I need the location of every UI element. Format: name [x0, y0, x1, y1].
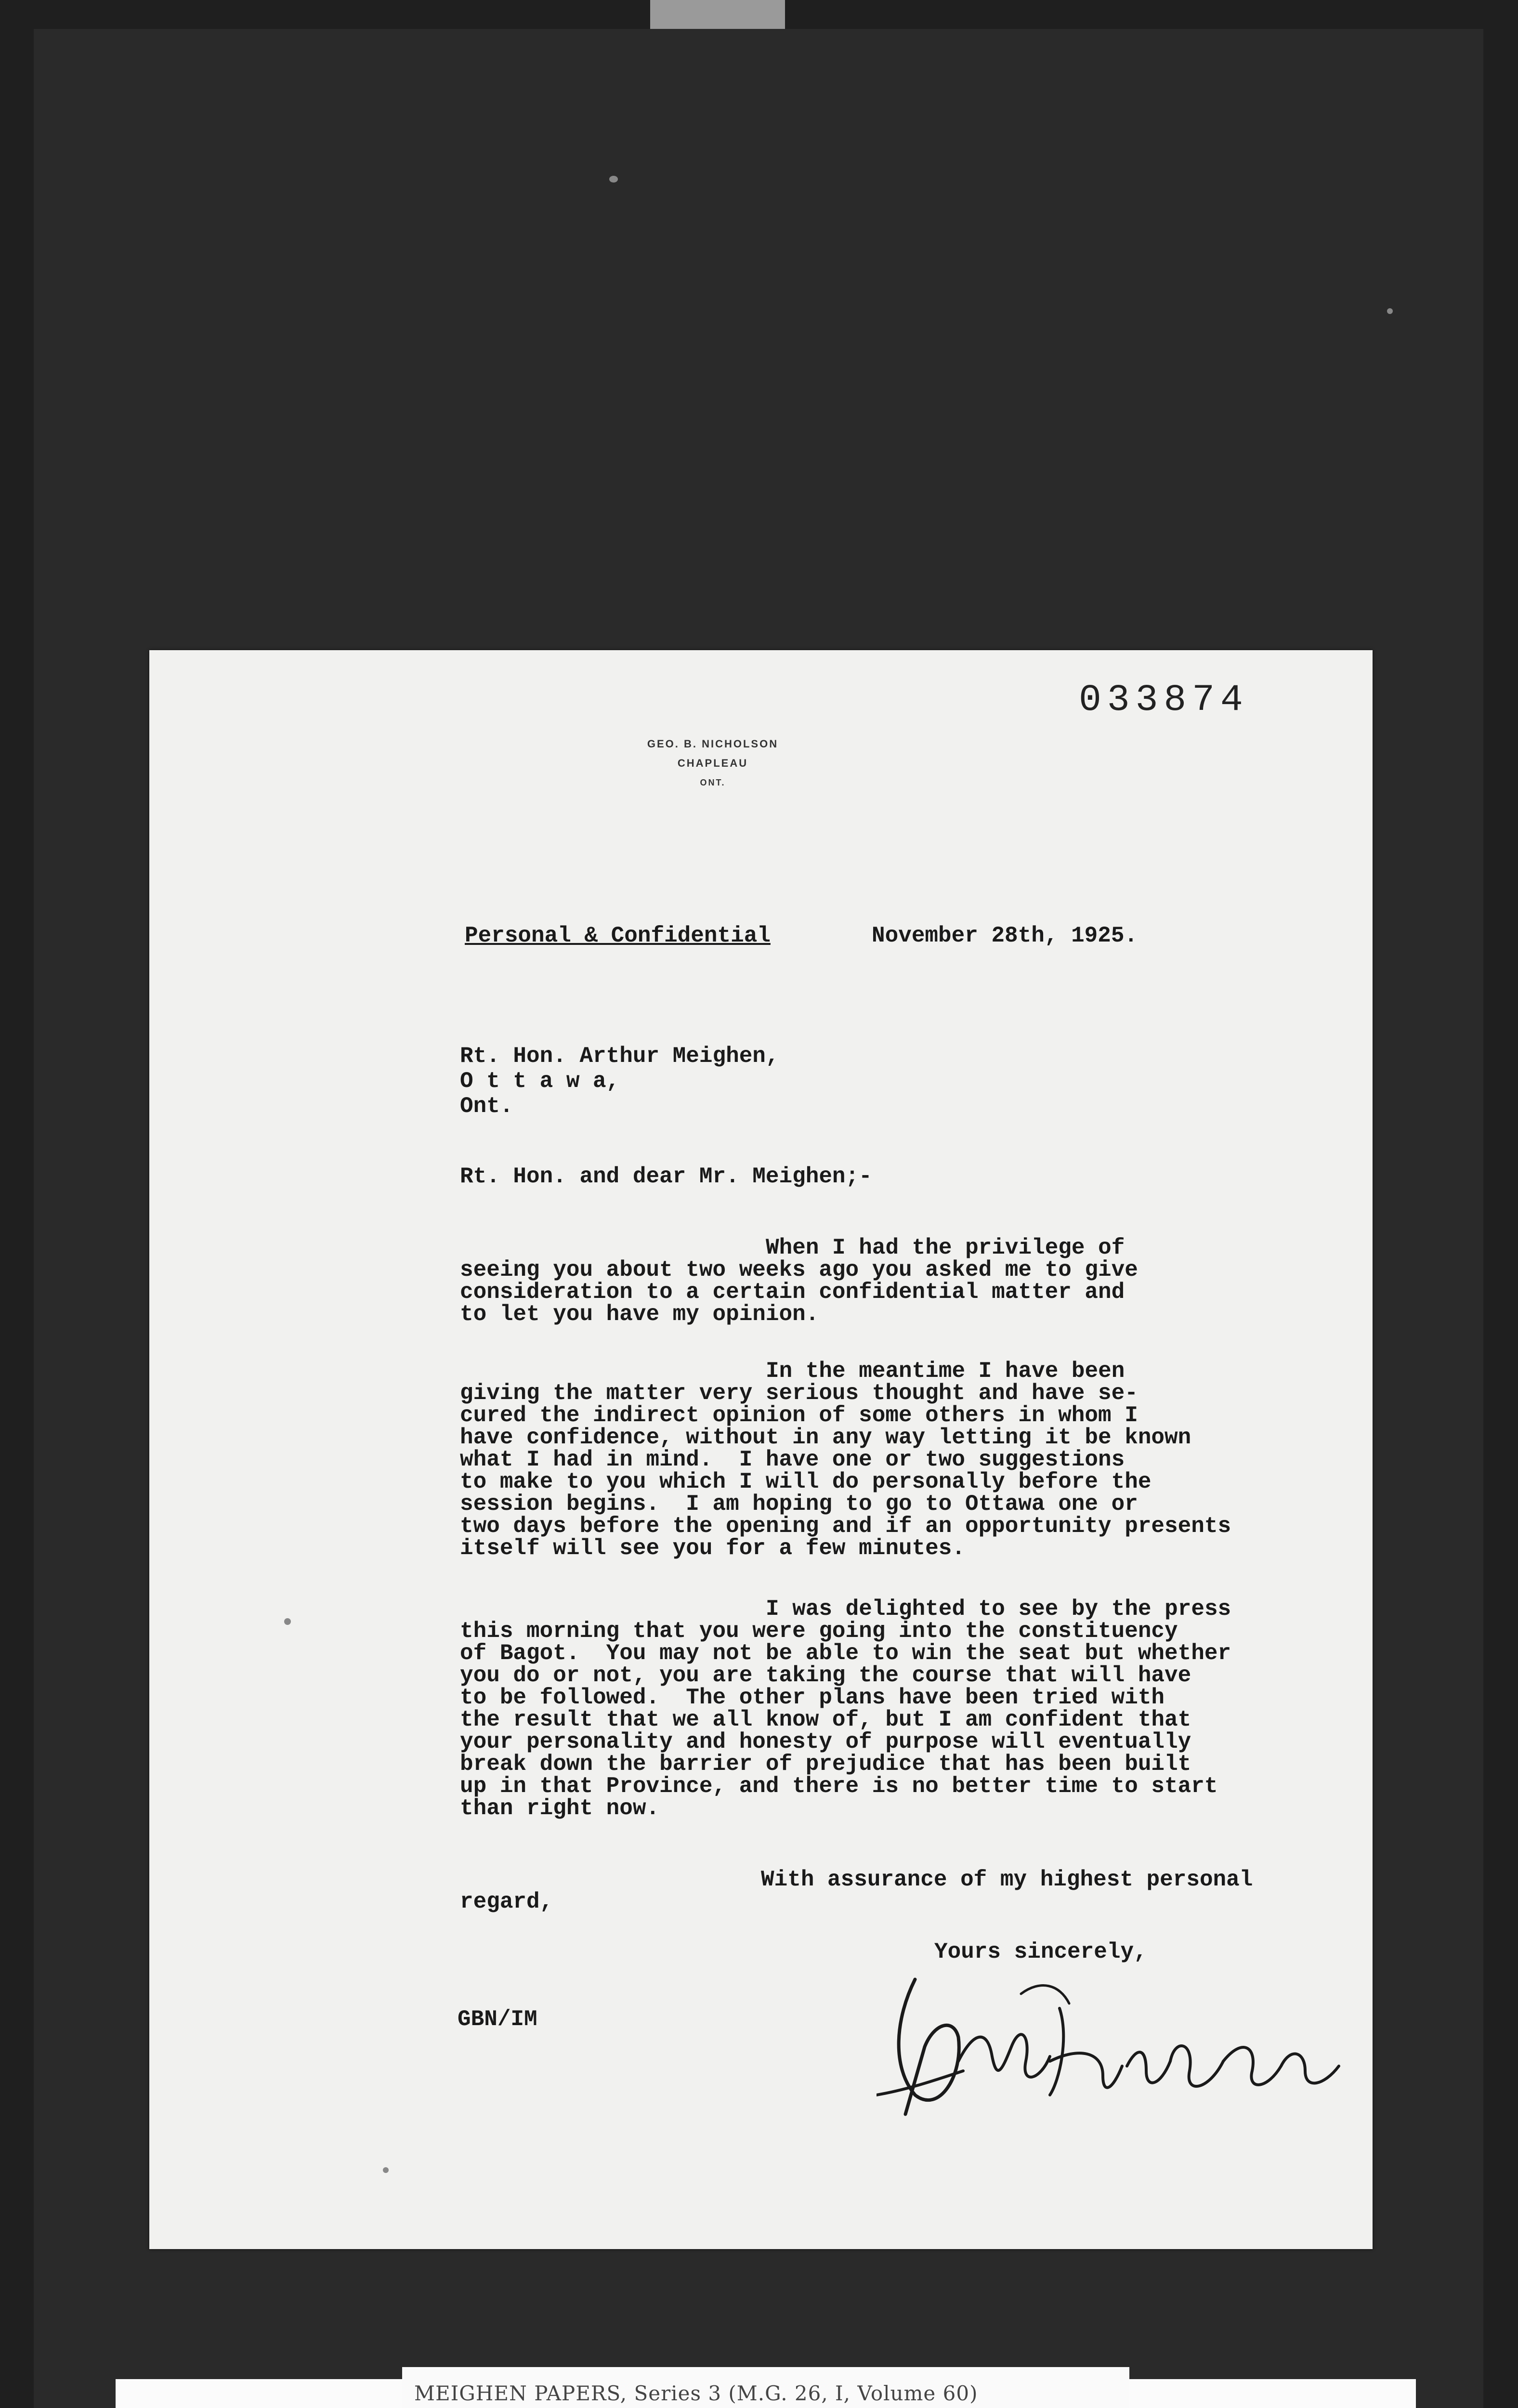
recipient-line-3: Ont.	[460, 1094, 513, 1119]
letter-date: November 28th, 1925.	[872, 923, 1138, 948]
letterhead-province: ONT.	[700, 778, 726, 787]
dust-speck	[1387, 308, 1393, 314]
closing-line: regard,	[460, 1889, 553, 1914]
paragraph2-line: cured the indirect opinion of some others in whom I	[460, 1403, 1138, 1428]
paragraph2-line: itself will see you for a few minutes.	[460, 1536, 965, 1561]
signature-image	[877, 1950, 1358, 2133]
paragraph3-line: up in that Province, and there is no better time to start	[460, 1774, 1218, 1799]
paragraph2-line: to make to you which I will do personally before the	[460, 1469, 1152, 1494]
paragraph1-line: consideration to a certain confidential matter and	[460, 1280, 1125, 1305]
paragraph1-line: seeing you about two weeks ago you asked me to give	[460, 1257, 1138, 1283]
letterhead-name: GEO. B. NICHOLSON	[647, 738, 779, 750]
paragraph2-line: what I had in mind. I have one or two suggestions	[460, 1447, 1125, 1472]
collection-slip: MEIGHEN PAPERS, Series 3 (M.G. 26, I, Volume 60)	[402, 2367, 1129, 2408]
paragraph1-line: When I had the privilege of	[766, 1235, 1125, 1260]
typist-initials: GBN/IM	[458, 2007, 537, 2032]
paragraph3-line: break down the barrier of prejudice that has been built	[460, 1752, 1191, 1777]
document-number: 033874	[1079, 679, 1249, 721]
recipient-line-1: Rt. Hon. Arthur Meighen,	[460, 1044, 779, 1069]
paragraph3-line: your personality and honesty of purpose will eventually	[460, 1729, 1191, 1754]
dust-speck	[383, 2167, 389, 2173]
paragraph3-line: than right now.	[460, 1796, 660, 1821]
recipient-line-2: O t t a w a,	[460, 1069, 620, 1094]
paragraph3-line: the result that we all know of, but I am confident that	[460, 1707, 1191, 1732]
paragraph1-line: to let you have my opinion.	[460, 1302, 819, 1327]
paragraph2-line: session begins. I am hoping to go to Ottawa one or	[460, 1492, 1138, 1517]
confidential-label: Personal & Confidential	[465, 923, 771, 948]
valediction: Yours sincerely,	[934, 1939, 1147, 1964]
paragraph3-line: you do or not, you are taking the course that will have	[460, 1663, 1191, 1688]
paragraph3-line: I was delighted to see by the press	[766, 1597, 1231, 1622]
paragraph2-line: have confidence, without in any way letting it be known	[460, 1425, 1191, 1450]
paragraph3-line: this morning that you were going into the constituency	[460, 1619, 1178, 1644]
paragraph2-line: two days before the opening and if an opportunity presents	[460, 1514, 1231, 1539]
paragraph3-line: to be followed. The other plans have been tried with	[460, 1685, 1165, 1710]
closing-line: With assurance of my highest personal	[761, 1867, 1253, 1892]
letterhead	[626, 734, 799, 792]
paragraph3-line: of Bagot. You may not be able to win the seat but whether	[460, 1641, 1231, 1666]
paragraph2-line: giving the matter very serious thought and have se-	[460, 1381, 1138, 1406]
letterhead-city: CHAPLEAU	[677, 757, 748, 769]
dust-speck	[284, 1618, 291, 1625]
salutation: Rt. Hon. and dear Mr. Meighen;-	[460, 1164, 872, 1189]
dust-speck	[609, 176, 618, 183]
paragraph2-line: In the meantime I have been	[766, 1359, 1125, 1384]
